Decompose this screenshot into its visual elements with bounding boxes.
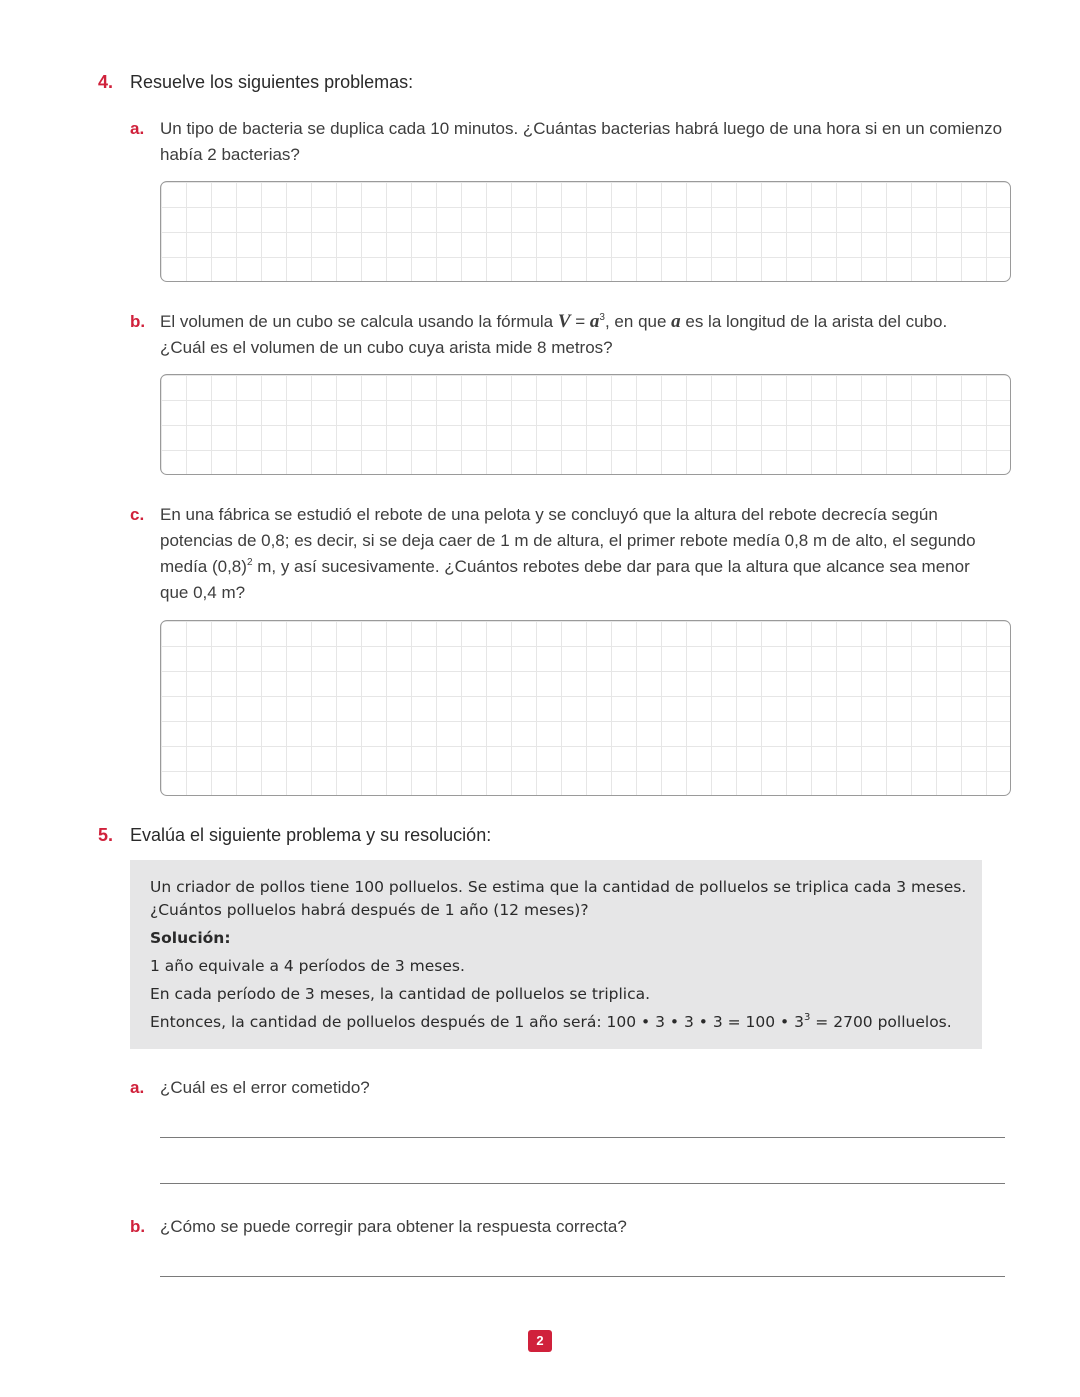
q4a-line-1: Un tipo de bacteria se duplica cada 10 minutos. ¿Cuántas bacterias habrá luego de una hora si en un comienzo [160,119,1003,138]
page-number: 2 [528,1330,552,1352]
q5b-letter: b. [130,1217,146,1236]
question-4-title: Resuelve los siguientes problemas: [130,72,414,92]
q4a-letter: a. [130,119,145,138]
problem-box [130,860,982,1049]
q4a-line-2: había 2 bacterias? [160,145,300,164]
q4b-line-1-end: es la longitud de la arista del cubo. [680,312,948,331]
q4c-exponent: 2 [246,557,253,568]
formula-equals: = [570,312,590,331]
solution-line-3-start: Entonces, la cantidad de polluelos después de 1 año será: 100 • 3 • 3 • 3 = 100 • 3 [150,1013,804,1031]
q4c-line-1: En una fábrica se estudió el rebote de una pelota y se concluyó que la altura del rebote decrecía según [160,505,938,524]
formula-v: V [557,311,571,332]
q4b-line-1 [160,309,1040,335]
q5a-answer-line-1[interactable] [160,1137,1005,1138]
q4a-answer-grid[interactable] [160,181,1011,282]
q4b-line-1-start: El volumen de un cubo se calcula usando la fórmula [160,312,558,331]
q4c-text [160,502,1040,606]
q4c-line-4: que 0,4 m? [160,583,246,602]
formula-a: a [589,311,600,332]
q4c-line-3-end: m, y así sucesivamente. ¿Cuántos rebotes debe dar para que la altura que alcance sea menor [252,557,970,576]
q4b-text [160,309,1040,361]
q4b-answer-grid[interactable] [160,374,1011,475]
formula-exponent: 3 [599,312,605,323]
q4b-line-1-mid: , en que [604,312,672,331]
q4c-letter: c. [130,505,145,524]
question-5-number: 5. [98,825,114,845]
q4c-line-3-start: medía (0,8) [160,557,247,576]
question-4-number: 4. [98,72,114,92]
variable-a: a [671,311,681,332]
q4b-line-2: ¿Cuál es el volumen de un cubo cuya arista mide 8 metros? [160,338,613,357]
question-5-title: Evalúa el siguiente problema y su resolución: [130,825,492,845]
q5b-answer-line[interactable] [160,1276,1005,1277]
solution-label: Solución: [150,929,231,947]
solution-exponent: 3 [804,1012,811,1023]
solution-line-2: En cada período de 3 meses, la cantidad de polluelos se triplica. [150,985,651,1003]
solution-line-3-end: = 2700 polluelos. [810,1013,952,1031]
problem-line-1: Un criador de pollos tiene 100 polluelos. Se estima que la cantidad de polluelos se triplica cada 3 meses. [150,878,967,896]
q4c-answer-grid[interactable] [160,620,1011,796]
q5a-text: ¿Cuál es el error cometido? [160,1078,370,1097]
q5a-answer-line-2[interactable] [160,1183,1005,1184]
q4c-line-2: potencias de 0,8; es decir, si se deja caer de 1 m de altura, el primer rebote medía 0,8 m de alto, el segundo [160,531,976,550]
solution-line-1: 1 año equivale a 4 períodos de 3 meses. [150,957,465,975]
q4c-line-3 [160,554,1040,580]
q5b-text: ¿Cómo se puede corregir para obtener la respuesta correcta? [160,1217,627,1236]
q4a-text [160,116,1040,168]
problem-line-2: ¿Cuántos polluelos habrá después de 1 año (12 meses)? [150,901,589,919]
q5a-letter: a. [130,1078,145,1097]
q4b-letter: b. [130,312,146,331]
solution-line-3 [150,1011,952,1034]
